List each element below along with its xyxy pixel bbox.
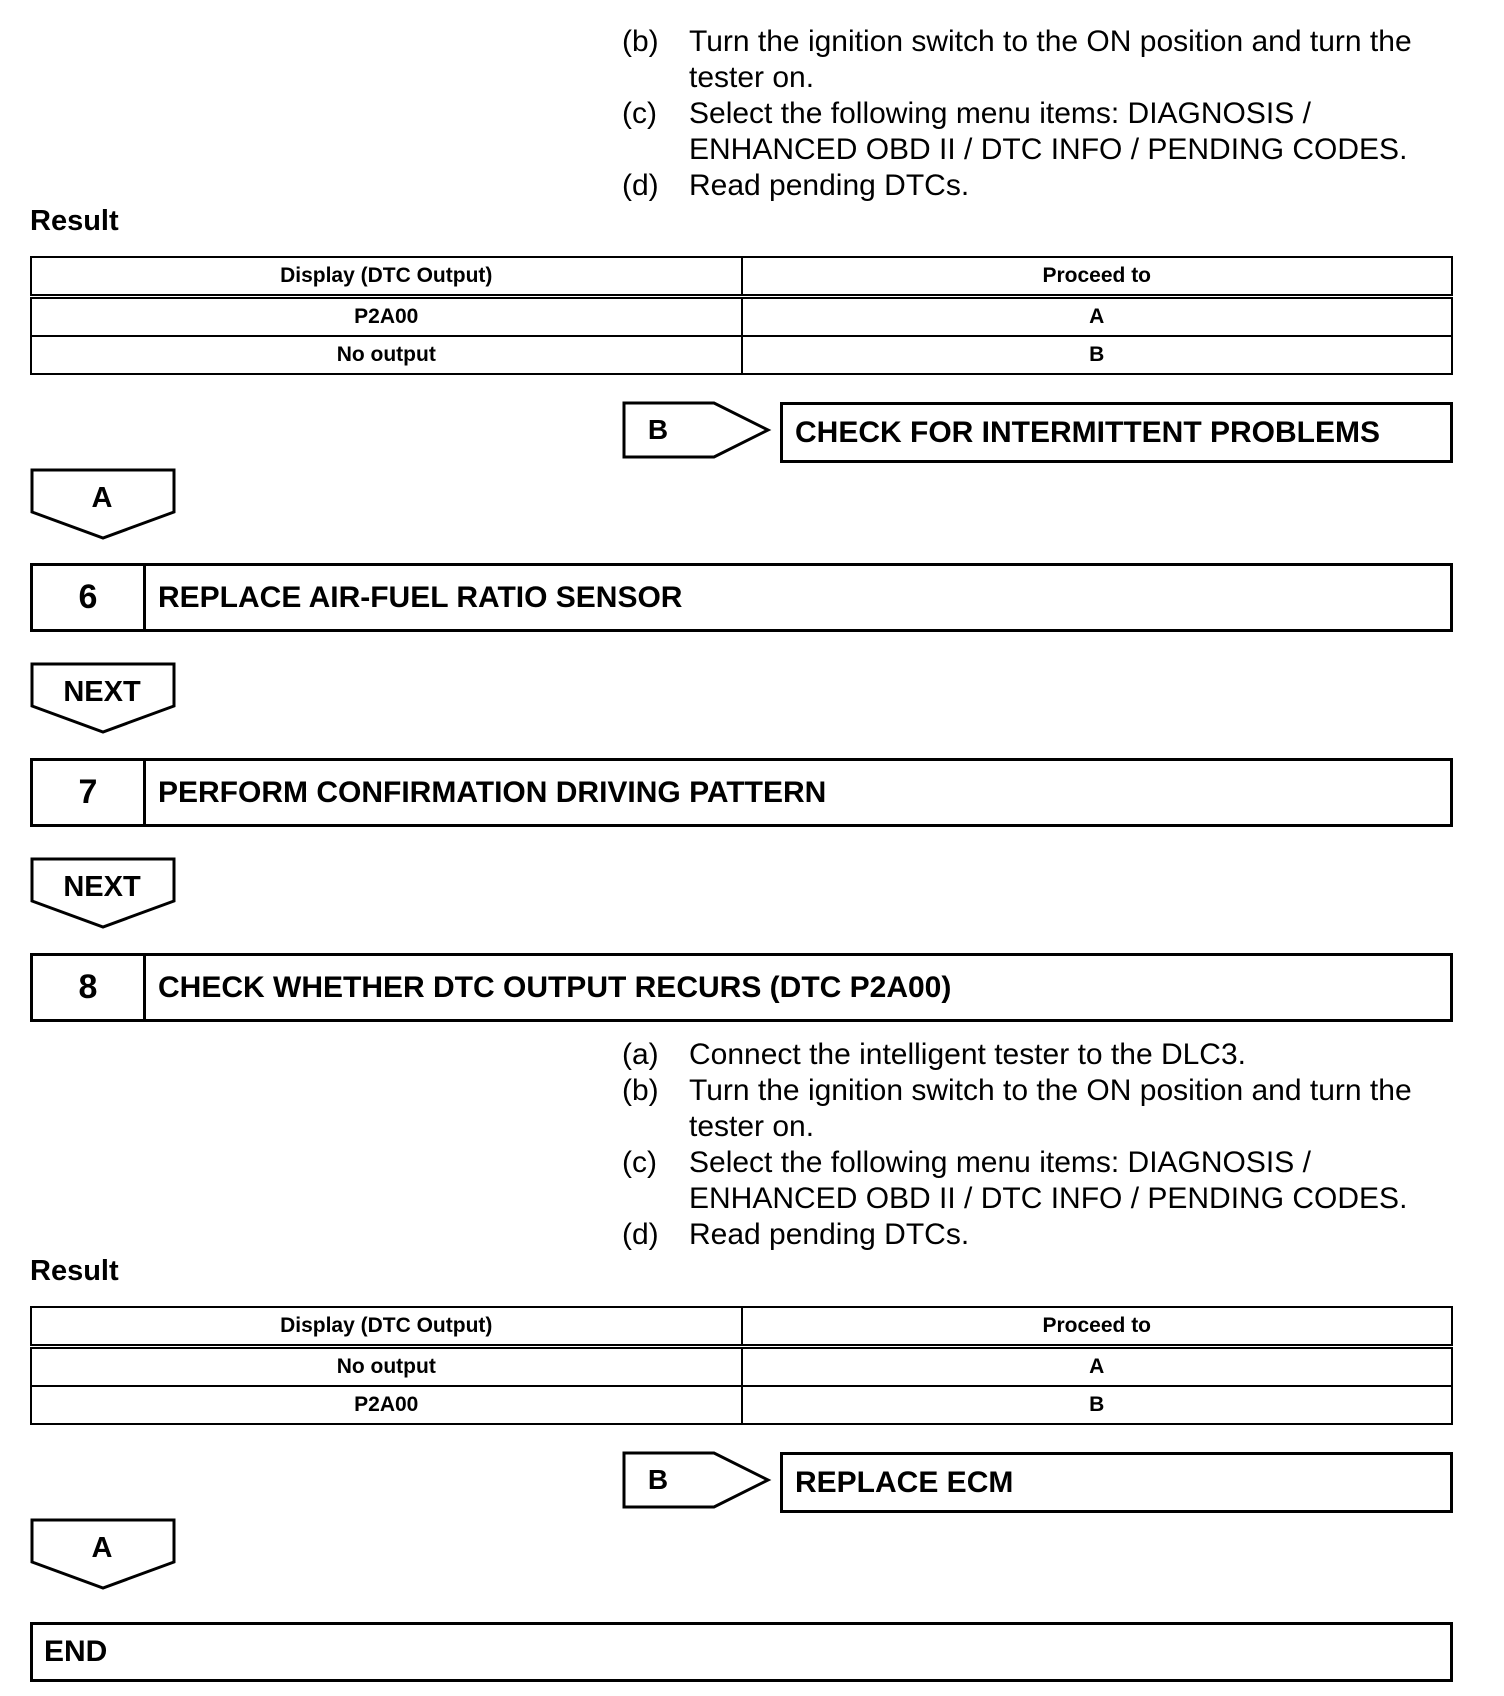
next-label: NEXT [63, 676, 141, 708]
next-label: NEXT [63, 871, 141, 903]
step-text: Turn the ignition switch to the ON position and turn the tester on. [689, 25, 1412, 94]
step-text: Select the following menu items: DIAGNOSIS / ENHANCED OBD II / DTC INFO / PENDING CODES. [689, 97, 1408, 166]
branch-b-arrow[interactable] [622, 1451, 772, 1509]
branch-label: A [91, 1532, 113, 1564]
branch-label: A [91, 482, 113, 514]
step-header-8 [30, 953, 1453, 1022]
branch-b-arrow[interactable] [622, 401, 772, 459]
step-title: PERFORM CONFIRMATION DRIVING PATTERN [158, 776, 827, 809]
result-heading: Result [30, 1255, 119, 1287]
branch-b-target[interactable]: REPLACE ECM [780, 1452, 1453, 1513]
branch-a-marker[interactable] [30, 468, 176, 540]
table-row [31, 1347, 1452, 1387]
next-marker[interactable] [30, 662, 176, 734]
step-label: (c) [622, 97, 657, 130]
table-header-row [31, 257, 1452, 297]
column-header-display: Display (DTC Output) [31, 1307, 742, 1347]
procedure-steps-2 [622, 1037, 1452, 1253]
step-text: Read pending DTCs. [689, 1218, 970, 1251]
step-item [622, 1145, 1452, 1217]
step-title: REPLACE AIR-FUEL RATIO SENSOR [158, 581, 683, 614]
step-item [622, 1217, 1452, 1253]
table-cell: No output [31, 336, 742, 374]
next-marker[interactable] [30, 857, 176, 929]
step-number: 8 [33, 956, 146, 1019]
table-header-row [31, 1307, 1452, 1347]
end-box: END [30, 1622, 1453, 1682]
step-number: 7 [33, 761, 146, 824]
step-text: Read pending DTCs. [689, 169, 970, 202]
step-text: Connect the intelligent tester to the DLC3. [689, 1038, 1246, 1071]
step-header-7 [30, 758, 1453, 827]
result-table [30, 256, 1453, 375]
table-cell: P2A00 [31, 297, 742, 337]
branch-a-marker[interactable] [30, 1518, 176, 1590]
step-text: Select the following menu items: DIAGNOSIS / ENHANCED OBD II / DTC INFO / PENDING CODES. [689, 1146, 1408, 1215]
step-label: (b) [622, 25, 659, 58]
table-cell: No output [31, 1347, 742, 1387]
step-title: CHECK WHETHER DTC OUTPUT RECURS (DTC P2A00) [158, 971, 952, 1004]
step-label: (d) [622, 169, 659, 202]
step-label: (b) [622, 1074, 659, 1107]
procedure-steps-1 [622, 24, 1452, 204]
table-cell: B [742, 1386, 1453, 1424]
step-item [622, 96, 1452, 168]
step-label: (c) [622, 1146, 657, 1179]
branch-letter: B [647, 414, 669, 445]
table-cell: P2A00 [31, 1386, 742, 1424]
step-label: (d) [622, 1218, 659, 1251]
column-header-display: Display (DTC Output) [31, 257, 742, 297]
table-cell: A [742, 297, 1453, 337]
branch-letter: B [647, 1464, 669, 1495]
step-item [622, 168, 1452, 204]
step-text: Turn the ignition switch to the ON position and turn the tester on. [689, 1074, 1412, 1143]
step-header-6 [30, 563, 1453, 632]
step-item [622, 24, 1452, 96]
column-header-proceed: Proceed to [742, 1307, 1453, 1347]
step-number: 6 [33, 566, 146, 629]
result-heading: Result [30, 205, 119, 237]
table-row [31, 336, 1452, 374]
table-row [31, 1386, 1452, 1424]
result-table [30, 1306, 1453, 1425]
step-label: (a) [622, 1038, 659, 1071]
step-item [622, 1037, 1452, 1073]
step-item [622, 1073, 1452, 1145]
table-cell: B [742, 336, 1453, 374]
table-row [31, 297, 1452, 337]
column-header-proceed: Proceed to [742, 257, 1453, 297]
branch-b-target[interactable]: CHECK FOR INTERMITTENT PROBLEMS [780, 402, 1453, 463]
table-cell: A [742, 1347, 1453, 1387]
